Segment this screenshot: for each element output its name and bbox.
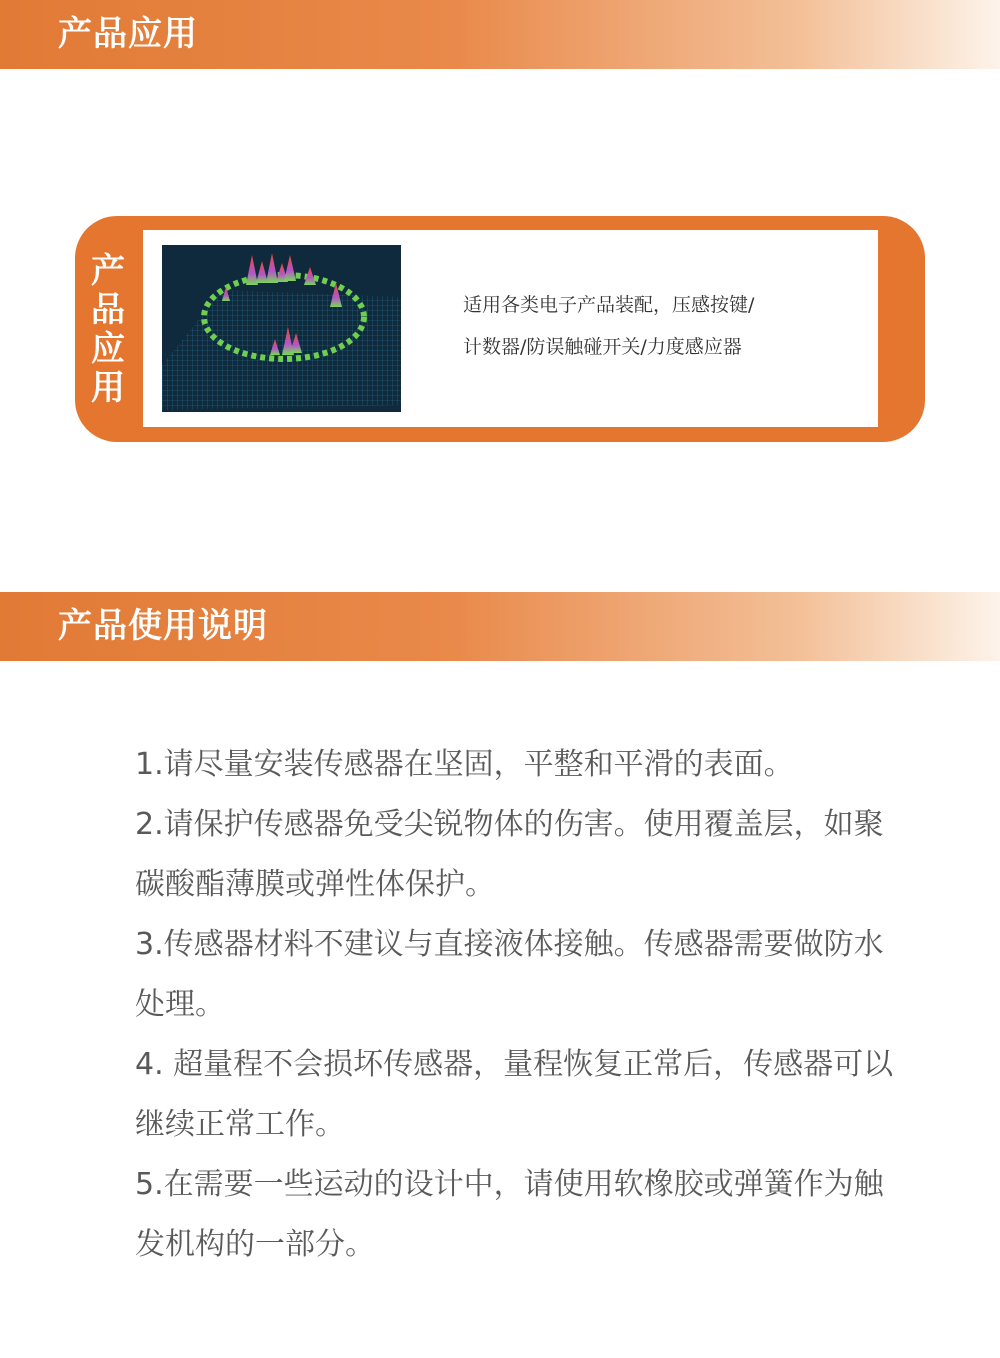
instruction-item: 3.传感器材料不建议与直接液体接触。传感器需要做防水处理。	[135, 927, 884, 1022]
description-line: 计数器/防误触碰开关/力度感应器	[463, 336, 742, 358]
usage-instructions	[135, 735, 895, 1275]
description-line: 适用各类电子产品装配，压感按键/	[463, 294, 755, 316]
instruction-item: 2.请保护传感器免受尖锐物体的伤害。使用覆盖层，如聚碳酸酯薄膜或弹性体保护。	[135, 807, 884, 902]
application-description	[463, 284, 863, 368]
pressure-map-graphic	[162, 245, 401, 412]
section-header-application	[0, 0, 1000, 69]
application-card	[75, 216, 925, 442]
instruction-item: 1.请尽量安装传感器在坚固，平整和平滑的表面。	[135, 747, 794, 782]
application-vertical-label: 产品应用	[91, 251, 125, 408]
application-content-panel	[143, 230, 878, 427]
pressure-map-visualization	[162, 245, 401, 412]
instruction-item: 4. 超量程不会损坏传感器，量程恢复正常后，传感器可以继续正常工作。	[135, 1047, 894, 1142]
section-title: 产品应用	[58, 14, 198, 54]
section-header-usage	[0, 592, 1000, 661]
section-title: 产品使用说明	[58, 606, 268, 646]
instruction-item: 5.在需要一些运动的设计中，请使用软橡胶或弹簧作为触发机构的一部分。	[135, 1167, 884, 1262]
